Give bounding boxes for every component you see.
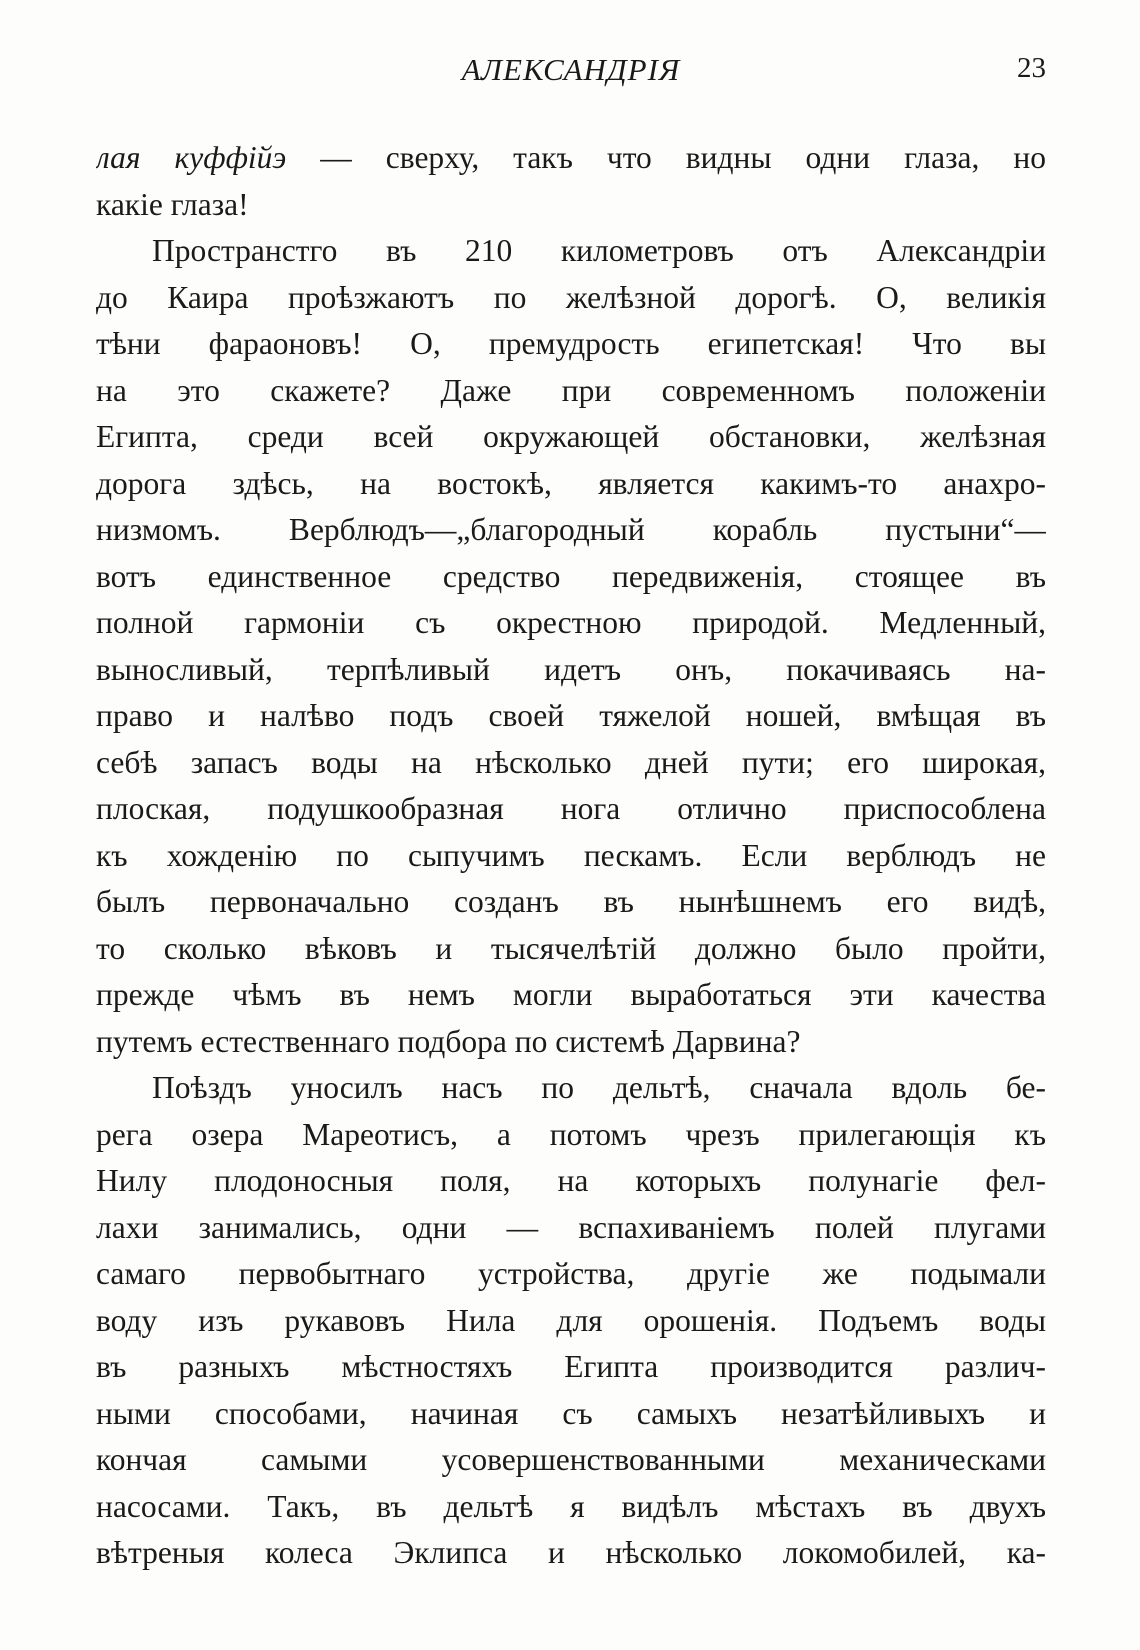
text-line: Египта, среди всей окружающей обстановки, желѣзная (96, 419, 1046, 454)
text-line: къ хожденію по сыпучимъ пескамъ. Если верблюдъ не (96, 837, 1046, 873)
paragraph-start-line: Пространстго въ 210 километровъ отъ Александріи (152, 233, 1046, 268)
text-line: на это скажете? Даже при современномъ положеніи (96, 372, 1046, 408)
text-line: прежде чѣмъ въ немъ могли выработаться эти качества (96, 977, 1046, 1012)
text-line: ными способами, начиная съ самыхъ незатѣйливыхъ и (96, 1395, 1046, 1431)
text-line: воду изъ рукавовъ Нила для орошенія. Подъемъ воды (96, 1302, 1046, 1338)
text-line: насосами. Такъ, въ дельтѣ я видѣлъ мѣстахъ въ двухъ (96, 1488, 1046, 1524)
text-fragment: — сверху, такъ что видны одни глаза, но (286, 140, 1046, 175)
text-line: тѣни фараоновъ! О, премудрость египетская! Что вы (96, 326, 1046, 361)
body-text (96, 135, 1046, 1577)
page-number: 23 (1017, 52, 1046, 84)
page-header (96, 52, 1046, 96)
text-line: плоская, подушкообразная нога отлично приспособлена (96, 791, 1046, 826)
text-line: былъ первоначально созданъ въ нынѣшнемъ его видѣ, (96, 884, 1046, 919)
text-line: дорога здѣсь, на востокѣ, является какимъ-то анахро- (96, 465, 1046, 501)
text-line: то сколько вѣковъ и тысячелѣтій должно было пройти, (96, 930, 1046, 966)
running-title: АЛЕКСАНДРІЯ (461, 52, 681, 87)
text-line: себѣ запасъ воды на нѣсколько дней пути; его широкая, (96, 744, 1046, 780)
text-line: вотъ единственное средство передвиженія, стоящее въ (96, 558, 1046, 594)
paragraph-start-line: Поѣздъ уносилъ насъ по дельтѣ, сначала вдоль бе- (152, 1070, 1046, 1105)
italic-term: лая куффійэ (96, 140, 287, 175)
text-line: выносливый, терпѣливый идетъ онъ, покачиваясь на- (96, 651, 1046, 687)
text-line: лахи занимались, одни — вспахиваніемъ полей плугами (96, 1209, 1046, 1245)
text-line: вѣтреныя колеса Эклипса и нѣсколько локомобилей, ка- (96, 1535, 1046, 1570)
text-line: право и налѣво подъ своей тяжелой ношей, вмѣщая въ (96, 698, 1046, 733)
text-line: полной гармоніи съ окрестною природой. Медленный, (96, 605, 1046, 640)
text-line: Нилу плодоносныя поля, на которыхъ полунагіе фел- (96, 1163, 1046, 1198)
text-line: въ разныхъ мѣстностяхъ Египта производится различ- (96, 1349, 1046, 1384)
text-line: самаго первобытнаго устройства, другіе же подымали (96, 1256, 1046, 1291)
text-line: кончая самыми усовершенствованными механическами (96, 1442, 1046, 1477)
text-line (96, 135, 1046, 182)
text-line: до Каира проѣзжаютъ по желѣзной дорогѣ. О, великія (96, 279, 1046, 315)
text-line: рега озера Мареотисъ, а потомъ чрезъ прилегающія къ (96, 1116, 1046, 1152)
text-line: путемъ естественнаго подбора по системѣ Дарвина? (96, 1023, 801, 1059)
text-line: низмомъ. Верблюдъ—„благородный корабль пустыни“— (96, 512, 1046, 547)
text-line: какіе глаза! (96, 186, 249, 222)
